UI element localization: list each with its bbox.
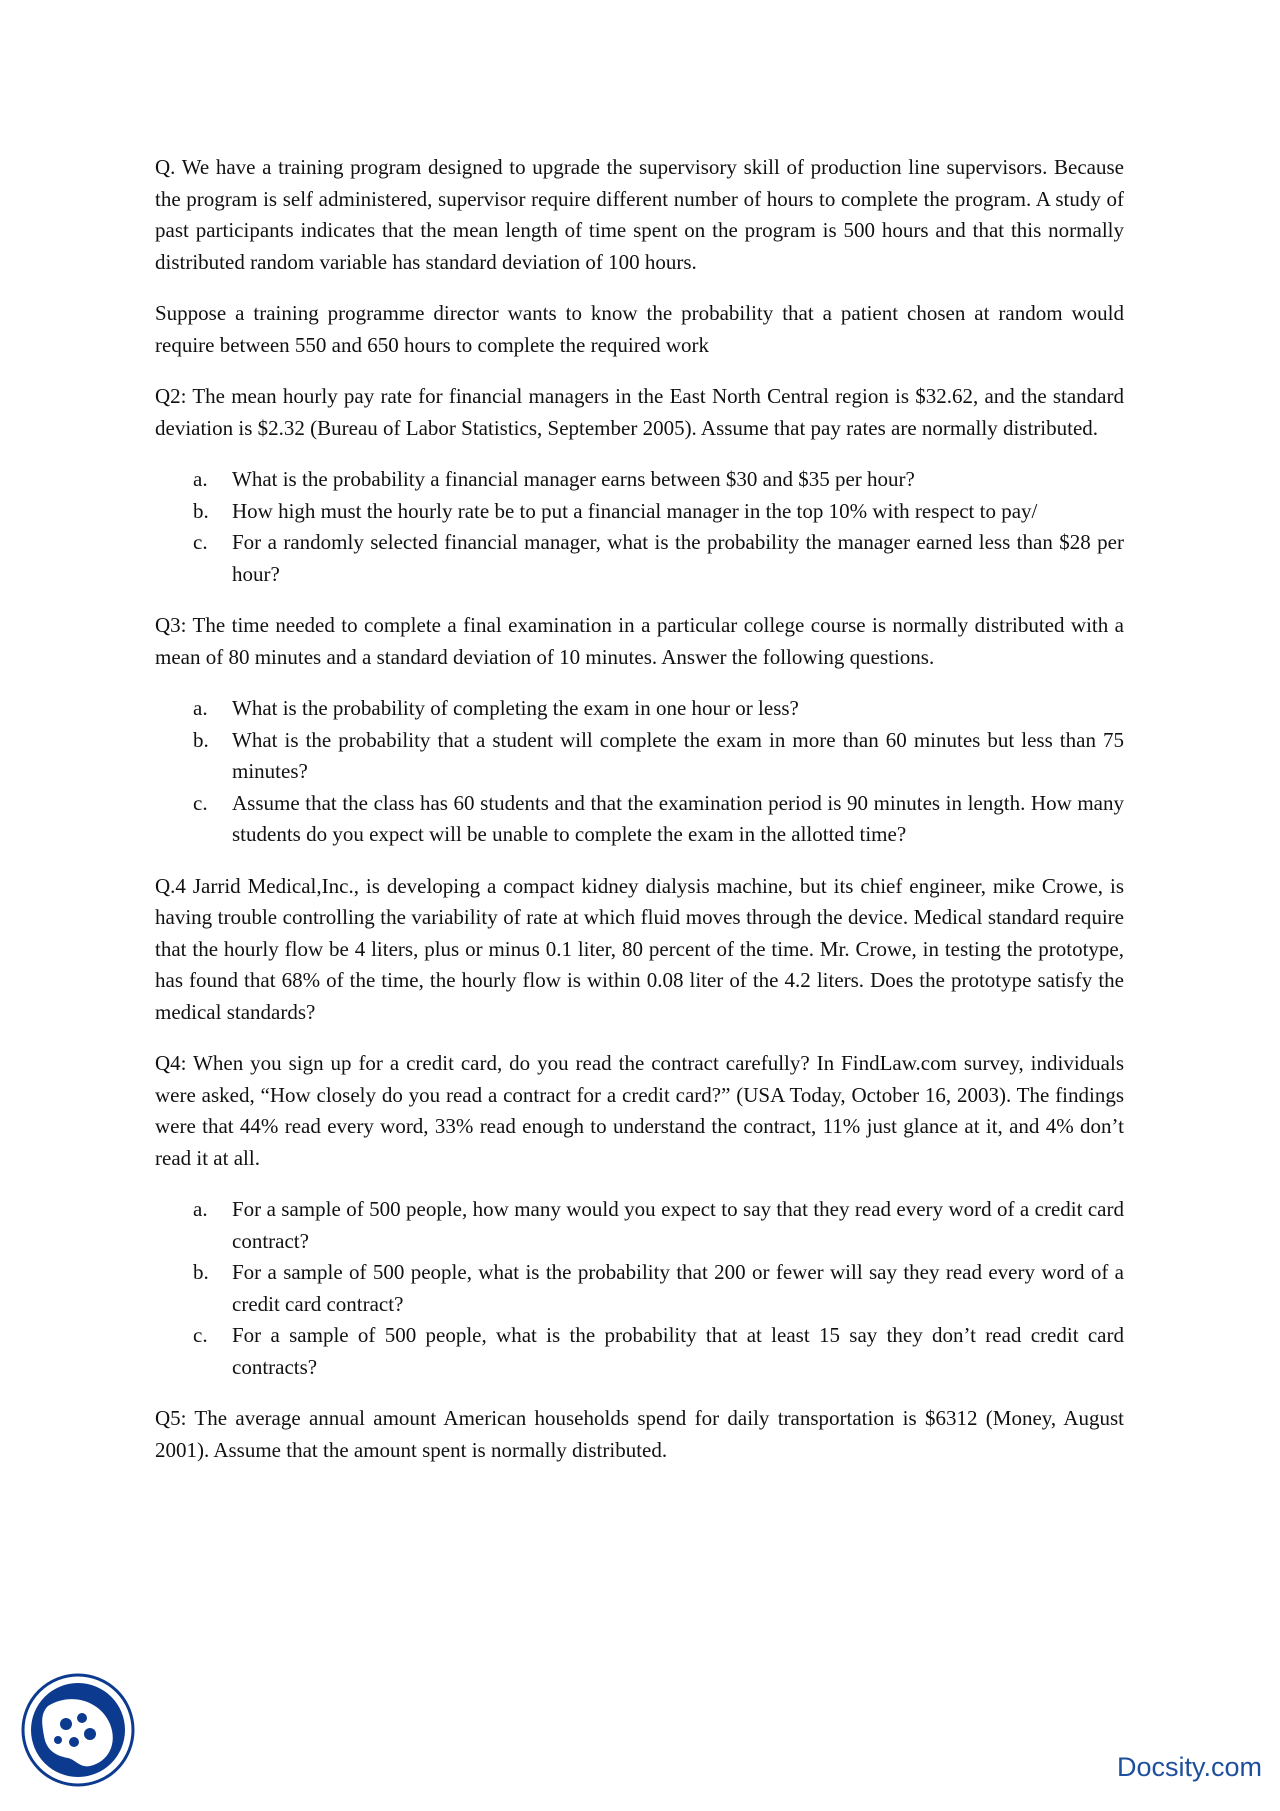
question-4-medical: Q.4 Jarrid Medical,Inc., is developing a compact kidney dialysis machine, but its chief engineer, mike Crowe, is having trouble controlling the variability of rate at which fluid moves through the device. Medical standard require that the hourly flow be 4 liters, plus or minus 0.1 liter, 80 percent of the time. Mr. Crowe, in testing the prototype, has found that 68% of the time, the hourly flow is within 0.08 liter of the 4.2 liters. Does the prototype satisfy the medical standards? (155, 873, 1124, 1024)
item-letter: a. (193, 1197, 208, 1221)
question-3-parts (155, 693, 1124, 851)
list-item (155, 725, 1124, 788)
item-text: What is the probability of completing the exam in one hour or less? (232, 696, 799, 720)
item-text: For a sample of 500 people, what is the probability that 200 or fewer will say they read every word of a credit card contract? (232, 1260, 1124, 1316)
question-2-parts (155, 464, 1124, 590)
item-letter: c. (193, 530, 208, 554)
list-item (155, 693, 1124, 725)
item-letter: c. (193, 1323, 208, 1347)
list-item (155, 527, 1124, 590)
list-item (155, 1194, 1124, 1257)
item-text: For a sample of 500 people, how many would you expect to say that they read every word of a credit card contract? (232, 1197, 1124, 1253)
item-text: Assume that the class has 60 students and that the examination period is 90 minutes in length. How many students do you expect will be unable to complete the exam in the allotted time? (232, 790, 1124, 846)
question-2: Q2: The mean hourly pay rate for financial managers in the East North Central region is $32.62, and the standard deviation is $2.32 (Bureau of Labor Statistics, September 2005). Assume that pay rates are normally distributed. (155, 384, 1124, 440)
question-5: Q5: The average annual amount American households spend for daily transportation is $6312 (Money, August 2001). Assume that the amount spent is normally distributed. (155, 1406, 1124, 1462)
intro-followup: Suppose a training programme director wants to know the probability that a patient chosen at random would require between 550 and 650 hours to complete the required work (155, 301, 1124, 357)
brand-link[interactable]: Docsity.com (1116, 1752, 1262, 1782)
item-letter: a. (193, 467, 208, 491)
list-item (155, 1320, 1124, 1383)
question-3: Q3: The time needed to complete a final examination in a particular college course is normally distributed with a mean of 80 minutes and a standard deviation of 10 minutes. Answer the following questions. (155, 613, 1124, 669)
item-letter: b. (193, 1260, 209, 1284)
item-letter: c. (193, 790, 208, 815)
item-letter: b. (193, 498, 209, 523)
list-item (155, 788, 1124, 851)
item-letter: b. (193, 727, 209, 752)
item-letter: a. (193, 696, 208, 720)
item-text: For a sample of 500 people, what is the probability that at least 15 say they don’t read credit card contracts? (232, 1323, 1124, 1379)
docsity-logo-icon[interactable] (20, 1672, 136, 1788)
item-text: How high must the hourly rate be to put a financial manager in the top 10% with respect to pay/ (232, 498, 1038, 523)
document-body (155, 152, 1124, 1486)
intro-question: Q. We have a training program designed to upgrade the supervisory skill of production line supervisors. Because the program is self administered, supervisor require different number of hours to complete the program. A study of past participants indicates that the mean length of time spent on the program is 500 hours and that this normally distributed random variable has standard deviation of 100 hours. (155, 155, 1124, 274)
item-text: What is the probability that a student will complete the exam in more than 60 minutes but less than 75 minutes? (232, 727, 1124, 783)
question-4-credit-card: Q4: When you sign up for a credit card, do you read the contract carefully? In FindLaw.com survey, individuals were asked, “How closely do you read a contract for a credit card?” (USA Today, October 16, 2003). The findings were that 44% read every word, 33% read enough to understand the contract, 11% just glance at it, and 4% don’t read it at all. (155, 1051, 1124, 1170)
item-text: What is the probability a financial manager earns between $30 and $35 per hour? (232, 467, 915, 491)
list-item (155, 1257, 1124, 1320)
question-4-parts (155, 1194, 1124, 1383)
list-item (155, 464, 1124, 496)
list-item (155, 496, 1124, 528)
item-text: For a randomly selected financial manager, what is the probability the manager earned less than $28 per hour? (232, 530, 1124, 586)
